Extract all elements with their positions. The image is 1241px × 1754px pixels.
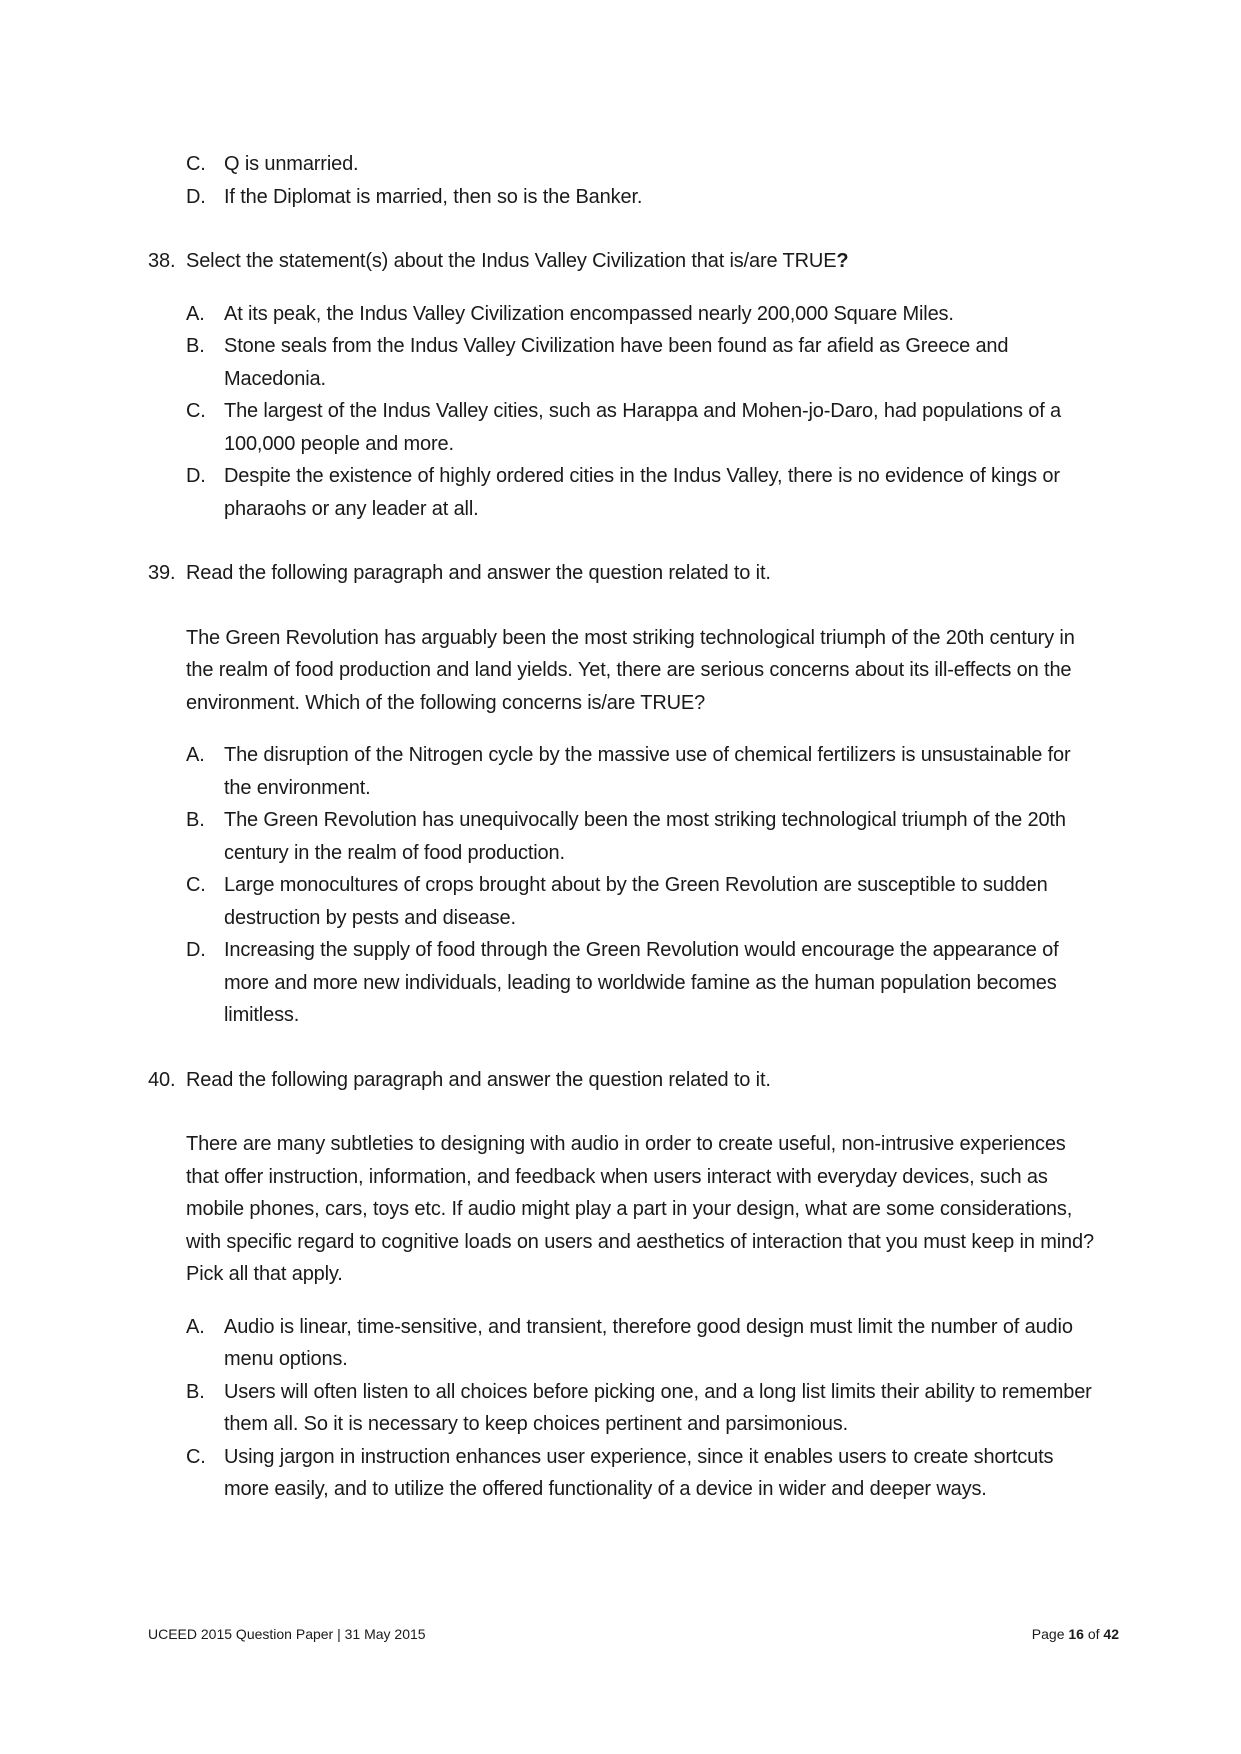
footer-document-info: UCEED 2015 Question Paper | 31 May 2015 [148,1626,426,1642]
question-38-options [186,298,1098,526]
question-38 [148,245,1098,278]
question-prompt: Read the following paragraph and answer the question related to it. [186,562,771,584]
option-item [186,869,1098,934]
option-letter: C. [186,1445,206,1468]
page-total: 42 [1103,1626,1119,1642]
option-item [186,298,1098,331]
option-text: Q is unmarried. [224,153,359,175]
option-letter: A. [186,1315,205,1338]
option-text: Stone seals from the Indus Valley Civilization have been found as far afield as Greece and Macedonia. [224,335,1009,390]
option-letter: C. [186,153,206,175]
option-letter: B. [186,335,205,357]
question-number: 40. [148,1068,176,1091]
option-text: If the Diplomat is married, then so is the Banker. [224,185,643,208]
option-item [186,181,1098,214]
option-text: Increasing the supply of food through the Green Revolution would encourage the appearance of more and more new individuals, leading to worldwide famine as the human population becomes limitless. [224,939,1059,1026]
question-prompt-text: Select the statement(s) about the Indus Valley Civilization that is/are TRUE [186,250,837,272]
option-letter: D. [186,939,206,961]
question-passage: There are many subtleties to designing with audio in order to create useful, non-intrusive experiences that offer instruction, information, and feedback when users interact with everyday devices, such as mobile phones, cars, toys etc. If audio might play a part in your design, what are some considerations, with specific regard to cognitive loads on users and aesthetics of interaction that you must keep in mind? Pick all that apply. [186,1133,1094,1285]
option-letter: A. [186,302,205,325]
question-40 [148,1064,1098,1097]
option-item [186,739,1098,804]
option-item [186,395,1098,460]
option-letter: B. [186,809,205,831]
question-prompt-end: ? [836,250,849,272]
question-number: 38. [148,250,176,272]
question-prompt [186,245,1098,278]
option-letter: C. [186,400,206,422]
option-item [186,934,1098,1032]
option-text: Using jargon in instruction enhances user experience, since it enables users to create shortcuts more easily, and to utilize the offered functionality of a device in wider and deeper ways. [224,1445,1054,1500]
question-number: 39. [148,562,176,584]
question-passage: The Green Revolution has arguably been the most striking technological triumph of the 20th century in the realm of food production and land yields. Yet, there are serious concerns about its ill-effects on the environment. Which of the following concerns is/are TRUE? [186,626,1075,714]
page-prefix: Page [1031,1626,1065,1642]
option-letter: D. [186,185,206,208]
option-text: The largest of the Indus Valley cities, such as Harappa and Mohen-jo-Daro, had populations of a 100,000 people and more. [224,400,1061,455]
question-39 [148,557,1098,590]
option-text: Users will often listen to all choices before picking one, and a long list limits their ability to remember them all. So it is necessary to keep choices pertinent and parsimonious. [224,1380,1092,1435]
page-sep: of [1087,1626,1100,1642]
question-39-options [186,739,1098,1032]
option-item [186,330,1098,395]
option-text: At its peak, the Indus Valley Civilization encompassed nearly 200,000 Square Miles. [224,302,954,325]
option-item [186,148,1098,181]
page-footer [148,1626,1119,1642]
question-40-options [186,1311,1098,1506]
option-item [186,1376,1098,1441]
option-text: The Green Revolution has unequivocally been the most striking technological triumph of the 20th century in the realm of food production. [224,809,1066,864]
option-text: The disruption of the Nitrogen cycle by the massive use of chemical fertilizers is unsustainable for the environment. [224,744,1071,799]
option-letter: A. [186,744,205,766]
carryover-options [186,148,1098,213]
option-item [186,460,1098,525]
option-item [186,804,1098,869]
option-letter: C. [186,874,206,896]
option-letter: D. [186,465,206,487]
page-number [1032,1626,1119,1642]
option-text: Despite the existence of highly ordered cities in the Indus Valley, there is no evidence of kings or pharaohs or any leader at all. [224,465,1060,520]
page-content [148,148,1098,1506]
option-text: Large monocultures of crops brought about by the Green Revolution are susceptible to sudden destruction by pests and disease. [224,874,1048,929]
option-text: Audio is linear, time-sensitive, and transient, therefore good design must limit the number of audio menu options. [224,1315,1073,1370]
page-current: 16 [1068,1626,1084,1642]
question-prompt: Read the following paragraph and answer the question related to it. [186,1068,771,1091]
option-letter: B. [186,1380,205,1403]
option-item [186,1441,1098,1506]
option-item [186,1311,1098,1376]
